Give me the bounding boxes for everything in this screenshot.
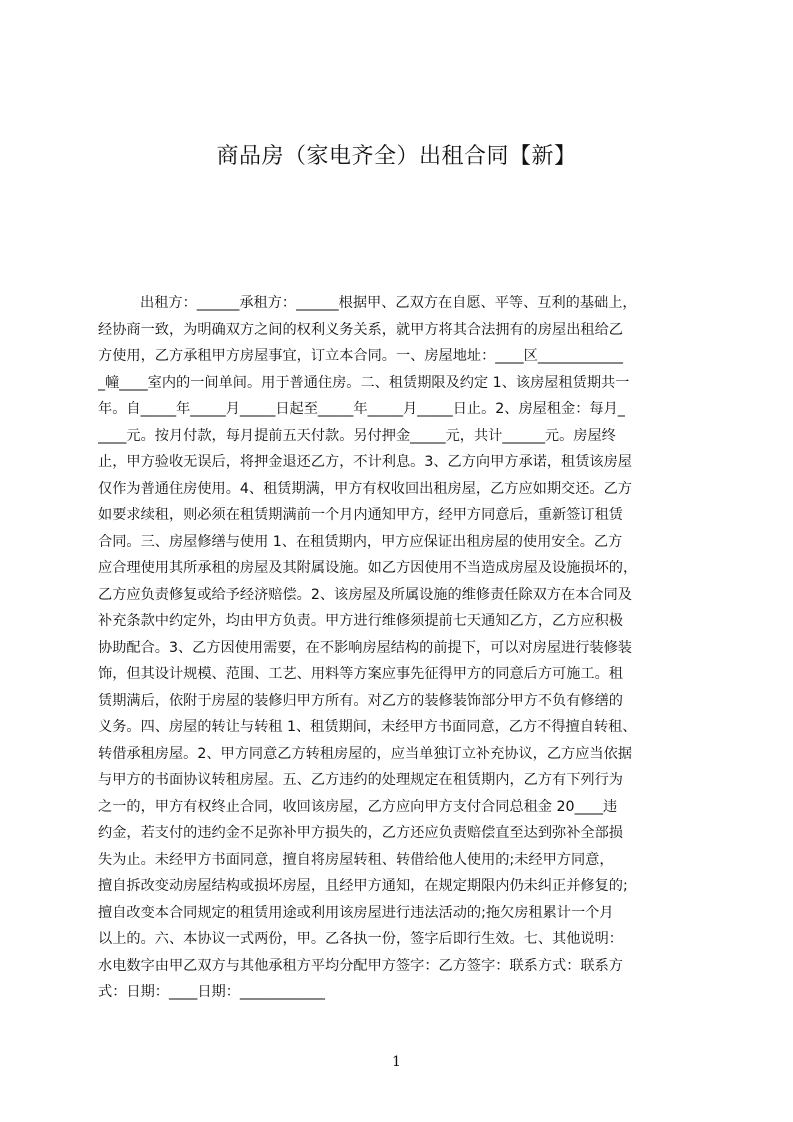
contract-body (98, 290, 697, 1006)
body-line: _幢____室内的一间单间。用于普通住房。二、租赁期限及约定 1、该房屋租赁期共一 (98, 374, 630, 391)
page-number: 1 (392, 1054, 401, 1070)
body-line: 失为止。未经甲方书面同意，擅自将房屋转租、转借给他人使用的;未经甲方同意， (98, 851, 614, 868)
body-line: 以上的。六、本协议一式两份，甲。乙各执一份，签字后即行生效。七、其他说明： (98, 931, 623, 947)
body-line: 式：日期：____日期：____________ (98, 984, 326, 1000)
body-line: 方使用，乙方承租甲方房屋事宜，订立本合同。一、房屋地址：____区____________ (98, 348, 623, 364)
body-line: 约金，若支付的违约金不足弥补甲方损失的，乙方还应负责赔偿直至达到弥补全部损 (98, 825, 623, 841)
body-line: 与甲方的书面协议转租房屋。五、乙方违约的处理规定在租赁期内，乙方有下列行为 (98, 772, 623, 788)
body-line: 协助配合。3、乙方因使用需要，在不影响房屋结构的前提下，可以对房屋进行装修装 (98, 639, 632, 656)
body-line: 应合理使用其所承租的房屋及其附属设施。如乙方因使用不当造成房屋及设施损坏的， (98, 560, 638, 576)
body-line: 擅自拆改变动房屋结构或损坏房屋，且经甲方通知，在规定期限内仍未纠正并修复的; (98, 878, 628, 894)
body-line: 止，甲方验收无误后，将押金退还乙方，不计利息。3、乙方向甲方承诺，租赁该房屋 (98, 454, 632, 470)
body-line: 如要求续租，则必须在租赁期满前一个月内通知甲方，经甲方同意后，重新签订租赁 (98, 507, 623, 523)
body-line: 年。自_____年_____月_____日起至_____年_____月_____日止。2、房屋租金：每月_ (98, 401, 625, 417)
body-line: 擅自改变本合同规定的租赁用途或利用该房屋进行违法活动的;拖欠房租累计一个月 (98, 904, 614, 921)
body-line: 之一的，甲方有权终止合同，收回该房屋，乙方应向甲方支付合同总租金 20____违 (98, 798, 618, 815)
document-title: 商品房（家电齐全）出租合同【新】 (216, 144, 577, 169)
body-line: 乙方应负责修复或给予经济赔偿。2、该房屋及所属设施的维修责任除双方在本合同及 (98, 586, 632, 603)
body-line: ____元。按月付款，每月提前五天付款。另付押金_____元，共计______元。房屋终 (98, 427, 616, 444)
body-line: 义务。四、房屋的转让与转租 1、租赁期间，未经甲方书面同意，乙方不得擅自转租、 (98, 719, 637, 735)
body-line: 补充条款中约定外，均由甲方负责。甲方进行维修须提前七天通知乙方，乙方应积极 (98, 613, 623, 629)
body-line: 经协商一致，为明确双方之间的权利义务关系，就甲方将其合法拥有的房屋出租给乙 (98, 321, 623, 338)
body-line: 合同。三、房屋修缮与使用 1、在租赁期内，甲方应保证出租房屋的使用安全。乙方 (98, 533, 623, 550)
body-line: 水电数字由甲乙双方与其他承租方平均分配甲方签字：乙方签字：联系方式：联系方 (98, 957, 623, 974)
body-line: 饰，但其设计规模、范围、工艺、用料等方案应事先征得甲方的同意后方可施工。租 (98, 666, 623, 682)
body-line: 赁期满后，依附于房屋的装修归甲方所有。对乙方的装修装饰部分甲方不负有修缮的 (98, 692, 623, 709)
body-line: 仅作为普通住房使用。4、租赁期满，甲方有权收回出租房屋，乙方应如期交还。乙方 (98, 480, 632, 497)
body-line: 转借承租房屋。2、甲方同意乙方转租房屋的，应当单独订立补充协议，乙方应当依据 (98, 745, 632, 762)
body-line: 出租方：______承租方：______根据甲、乙双方在自愿、平等、互利的基础上， (140, 295, 637, 311)
